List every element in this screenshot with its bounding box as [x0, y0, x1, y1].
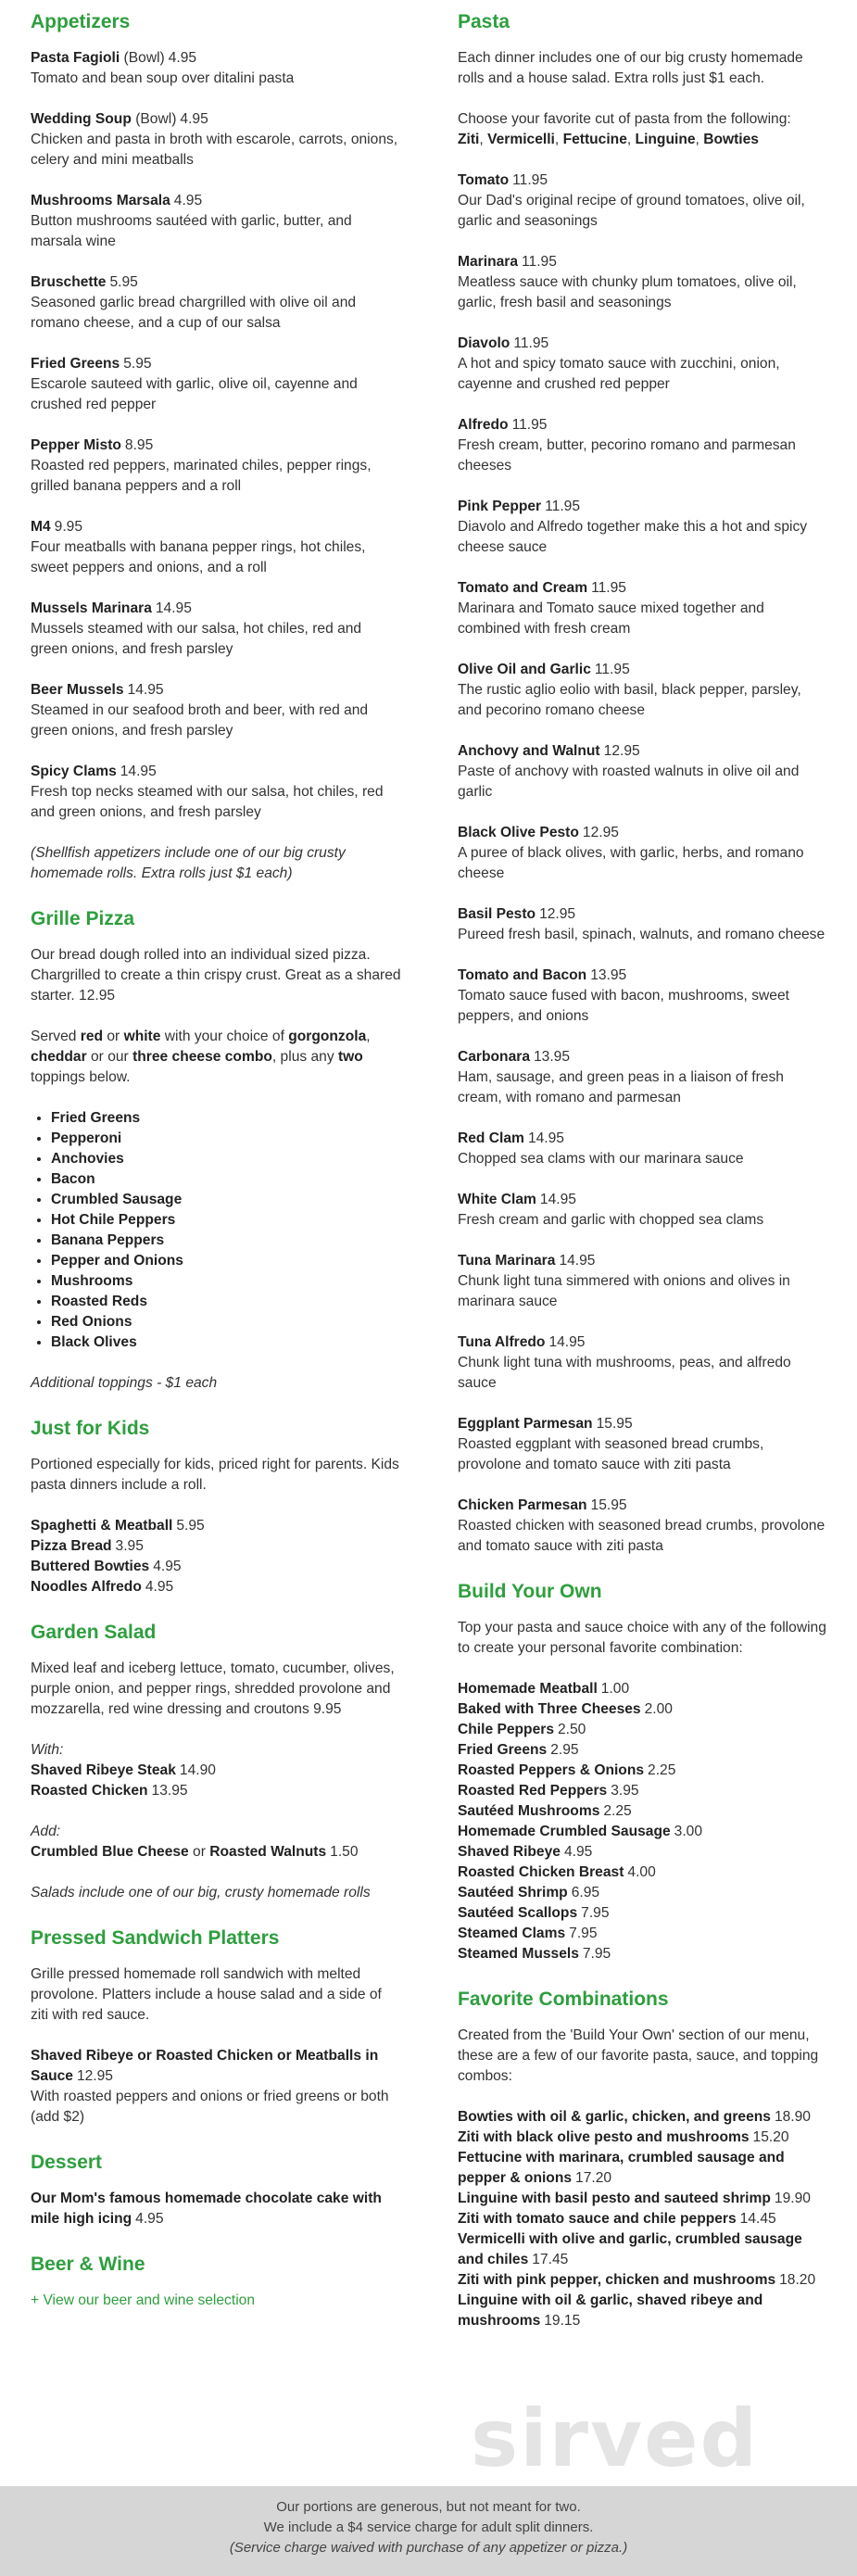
menu-item [458, 415, 828, 476]
combos-title: Favorite Combinations [458, 1989, 669, 2010]
item-price: 15.95 [590, 1497, 627, 1513]
item-price: 14.95 [155, 600, 192, 616]
topping-item: • Roasted Reds [51, 1292, 401, 1312]
topping-item: • Banana Peppers [51, 1231, 401, 1251]
item-name: Pasta Fagioli [31, 50, 120, 66]
item-desc: Pureed fresh basil, spinach, walnuts, and romano cheese [458, 927, 825, 942]
item-desc: Roasted red peppers, marinated chiles, pepper rings, grilled banana peppers and a roll [31, 458, 372, 494]
pasta-intro: Each dinner includes one of our big crusty homemade rolls and a house salad. Extra rolls just $1 each. [458, 50, 803, 86]
pizza-intro [31, 945, 401, 1006]
footer-line: We include a $4 service charge for adult split dinners. [263, 2519, 594, 2535]
item-name: Homemade Meatball [458, 1681, 598, 1697]
item-price: 14.90 [179, 1762, 216, 1778]
item-price: 11.95 [513, 335, 549, 351]
combos-list [458, 2107, 828, 2331]
menu-item [458, 660, 828, 721]
item-price: 11.95 [522, 254, 557, 270]
item-desc: With roasted peppers and onions or fried greens or both (add $2) [31, 2089, 389, 2125]
item-desc: Fresh top necks steamed with our salsa, hot chiles, red and green onions, and fresh parsley [31, 784, 384, 820]
footer-line: Our portions are generous, but not meant for two. [276, 2499, 581, 2515]
item-price: 7.95 [581, 1905, 610, 1921]
list-item [458, 2209, 828, 2229]
item-name: Noodles Alfredo [31, 1579, 142, 1595]
menu-item [458, 1251, 828, 1312]
text: Choose your favorite cut of pasta from the following: [458, 111, 791, 127]
item-desc: Fresh cream, butter, pecorino romano and parmesan cheeses [458, 437, 796, 474]
item-desc: A puree of black olives, with garlic, herbs, and romano cheese [458, 845, 804, 881]
item-price: 2.25 [603, 1803, 632, 1819]
list-item [458, 1801, 828, 1822]
list-item [458, 2107, 828, 2128]
menu-item [31, 680, 401, 741]
salad-title: Garden Salad [31, 1622, 157, 1643]
item-price: 4.95 [173, 193, 203, 208]
item-desc: Seasoned garlic bread chargrilled with olive oil and romano cheese, and a cup of our salsa [31, 295, 357, 331]
menu-item [31, 354, 401, 415]
item-name: Baked with Three Cheeses [458, 1701, 641, 1717]
menu-item [31, 517, 401, 578]
salad-intro [31, 1659, 401, 1720]
sandwich-intro: Grille pressed homemade roll sandwich with melted provolone. Platters include a house salad and a side of ziti with red sauce. [31, 1966, 382, 2023]
topping-item: • Bacon [51, 1169, 401, 1190]
item-name: Roasted Chicken [31, 1783, 148, 1799]
menu-item [458, 1190, 828, 1231]
item-name: Shaved Ribeye [458, 1844, 561, 1860]
item-desc: Roasted eggplant with seasoned bread crumbs, provolone and tomato sauce with ziti pasta [458, 1436, 764, 1472]
pizza-served [31, 1027, 401, 1088]
item-name: Anchovy and Walnut [458, 743, 600, 759]
item-name: Alfredo [458, 417, 509, 433]
item-name: Bruschette [31, 274, 107, 290]
item-price: 6.95 [571, 1885, 600, 1900]
item-name: Roasted Chicken Breast [458, 1864, 624, 1880]
menu-item [31, 436, 401, 497]
list-item [458, 1699, 828, 1720]
item-price: 4.95 [153, 1559, 182, 1574]
text: white [123, 1029, 161, 1044]
item-desc: Button mushrooms sautéed with garlic, butter, and marsala wine [31, 213, 352, 249]
item-price: 2.50 [558, 1722, 586, 1737]
item-desc: Four meatballs with banana pepper rings, hot chiles, sweet peppers and onions, and a roll [31, 539, 366, 575]
menu-item [31, 599, 401, 660]
sirved-watermark: sirved [471, 2393, 760, 2485]
item-name: White Clam [458, 1192, 536, 1207]
item-name: Pepper Misto [31, 437, 121, 453]
topping-item: • Black Olives [51, 1332, 401, 1353]
item-desc: Marinara and Tomato sauce mixed together and combined with fresh cream [458, 600, 764, 637]
item-price: 13.95 [534, 1049, 571, 1065]
item-desc: Chopped sea clams with our marinara sauce [458, 1151, 744, 1167]
appetizers-title: Appetizers [31, 11, 131, 32]
appetizers-note: (Shellfish appetizers include one of our big crusty homemade rolls. Extra rolls just $1 each) [31, 845, 346, 881]
kids-list [31, 1516, 401, 1597]
item-name: Spaghetti & Meatball [31, 1518, 173, 1534]
item-price: 14.95 [527, 1130, 564, 1146]
item-price: 4.95 [168, 50, 197, 66]
item-name: Sautéed Shrimp [458, 1885, 568, 1900]
item-name: Fried Greens [31, 356, 120, 372]
item-desc: A hot and spicy tomato sauce with zucchini, onion, cayenne and crushed red pepper [458, 356, 780, 392]
item-price: 13.95 [590, 967, 627, 983]
kids-intro: Portioned especially for kids, priced right for parents. Kids pasta dinners include a roll. [31, 1457, 399, 1493]
topping-item: • Mushrooms [51, 1271, 401, 1292]
kids-title: Just for Kids [31, 1418, 150, 1439]
item-price: 7.95 [569, 1926, 598, 1941]
item-desc: Roasted chicken with seasoned bread crumbs, provolone and tomato sauce with ziti pasta [458, 1518, 825, 1554]
item-price: 12.95 [582, 825, 619, 840]
item-desc: Escarole sauteed with garlic, olive oil, cayenne and crushed red pepper [31, 376, 358, 412]
item-price: 18.90 [774, 2109, 811, 2125]
menu-item [458, 741, 828, 802]
item-name: Linguine with oil & garlic, shaved ribeye and mushrooms [458, 2292, 763, 2329]
item-desc: Paste of anchovy with roasted walnuts in olive oil and garlic [458, 764, 800, 800]
item-price: 11.95 [511, 417, 548, 433]
item-price: 4.95 [135, 2211, 164, 2227]
menu-item [458, 966, 828, 1027]
topping-item: • Crumbled Sausage [51, 1190, 401, 1210]
list-item [31, 1557, 401, 1577]
sandwich-title: Pressed Sandwich Platters [31, 1927, 280, 1949]
item-price: 2.00 [644, 1701, 673, 1717]
item-name: Shaved Ribeye or Roasted Chicken or Meatballs in Sauce [31, 2048, 379, 2084]
add-label: Add: [31, 1824, 61, 1839]
item-price: 2.25 [648, 1762, 676, 1778]
topping-item: • Hot Chile Peppers [51, 1210, 401, 1231]
item-name: Olive Oil and Garlic [458, 662, 591, 677]
item-name: Mushrooms Marsala [31, 193, 170, 208]
list-item [31, 1842, 401, 1863]
pizza-intro-text: Our bread dough rolled into an individual sized pizza. Chargrilled to create a thin crispy crust. Great as a shared starter. [31, 947, 401, 1004]
salad-with-list [31, 1740, 401, 1801]
item-name: Buttered Bowties [31, 1559, 150, 1574]
menu-item [31, 2046, 401, 2128]
footer-line: (Service charge waived with purchase of any appetizer or pizza.) [229, 2540, 628, 2556]
item-price: 3.00 [674, 1824, 703, 1839]
item-price: 13.95 [151, 1783, 188, 1799]
item-price: 4.95 [180, 111, 208, 127]
text: red [80, 1029, 104, 1044]
list-item [458, 1924, 828, 1944]
item-name: Chicken Parmesan [458, 1497, 587, 1513]
item-size: (Bowl) [135, 111, 177, 127]
salad-note: Salads include one of our big, crusty homemade rolls [31, 1885, 371, 1900]
item-name: Sautéed Mushrooms [458, 1803, 600, 1819]
list-item [31, 1516, 401, 1536]
item-price: 1.50 [330, 1844, 359, 1860]
item-name: Roasted Peppers & Onions [458, 1762, 645, 1778]
menu-item [458, 1414, 828, 1475]
text: two [337, 1049, 363, 1065]
text: , [366, 1029, 371, 1044]
with-label: With: [31, 1742, 64, 1758]
item-price: 17.45 [532, 2252, 569, 2267]
item-desc: Fresh cream and garlic with chopped sea clams [458, 1212, 764, 1228]
item-price: 14.95 [127, 682, 164, 698]
list-item [458, 1679, 828, 1699]
list-item [458, 1781, 828, 1801]
item-desc: The rustic aglio eolio with basil, black pepper, parsley, and pecorino romano cheese [458, 682, 801, 718]
menu-item [458, 578, 828, 639]
build-list [458, 1679, 828, 1964]
item-name: Tuna Marinara [458, 1253, 556, 1269]
text: with your choice of [160, 1029, 289, 1044]
text: or [103, 1029, 124, 1044]
beer-title: Beer & Wine [31, 2254, 145, 2275]
menu-item [31, 191, 401, 252]
item-name: Fettucine with marinara, crumbled sausage and pepper & onions [458, 2150, 785, 2186]
item-price: 14.45 [739, 2211, 776, 2227]
menu-item [458, 1496, 828, 1557]
pasta-cut: Fettucine [562, 132, 627, 147]
item-name: Shaved Ribeye Steak [31, 1762, 176, 1778]
text: three cheese combo [132, 1049, 272, 1065]
item-name: Carbonara [458, 1049, 530, 1065]
combos-intro: Created from the 'Build Your Own' section of our menu, these are a few of our favorite pasta, sauce, and topping combos: [458, 2027, 819, 2084]
item-price: 4.95 [563, 1844, 593, 1860]
menu-item [458, 170, 828, 232]
item-name: Homemade Crumbled Sausage [458, 1824, 671, 1839]
item-price: 5.95 [123, 356, 152, 372]
item-price: 14.95 [548, 1334, 586, 1350]
item-price: 18.20 [779, 2272, 816, 2288]
build-intro: Top your pasta and sauce choice with any of the following to create your personal favorite combination: [458, 1620, 826, 1656]
item-price: 15.20 [752, 2129, 789, 2145]
item-desc: Tomato sauce fused with bacon, mushrooms, sweet peppers, and onions [458, 988, 789, 1024]
item-name: Black Olive Pesto [458, 825, 579, 840]
item-price: 12.95 [76, 2068, 113, 2084]
text: toppings below. [31, 1069, 131, 1085]
menu-item [31, 109, 401, 170]
item-name: Chile Peppers [458, 1722, 554, 1737]
item-name: Beer Mussels [31, 682, 124, 698]
menu-item [31, 272, 401, 334]
item-desc: Chicken and pasta in broth with escarole, carrots, onions, celery and mini meatballs [31, 132, 398, 168]
item-name: Ziti with black olive pesto and mushrooms [458, 2129, 750, 2145]
list-item [458, 1822, 828, 1842]
item-name: Fried Greens [458, 1742, 548, 1758]
list-item [458, 1944, 828, 1964]
item-price: 4.00 [627, 1864, 656, 1880]
item-name: Basil Pesto [458, 906, 536, 922]
item-name: Steamed Clams [458, 1926, 566, 1941]
item-name: Red Clam [458, 1130, 524, 1146]
item-name: Roasted Red Peppers [458, 1783, 608, 1799]
topping-item: • Anchovies [51, 1149, 401, 1169]
item-price: 7.95 [582, 1946, 611, 1962]
pasta-cut: Bowties [703, 132, 759, 147]
list-item [458, 1740, 828, 1761]
item-price: 19.90 [774, 2191, 811, 2206]
item-name: Crumbled Blue Cheese [31, 1844, 189, 1860]
item-name: Linguine with basil pesto and sauteed shrimp [458, 2191, 771, 2206]
menu-item [458, 1332, 828, 1394]
item-price: 11.95 [591, 580, 626, 596]
item-price: 2.95 [550, 1742, 579, 1758]
appetizers-list [31, 48, 401, 823]
list-item [31, 1761, 401, 1781]
text: cheddar [31, 1049, 87, 1065]
item-desc: Diavolo and Alfredo together make this a hot and spicy cheese sauce [458, 519, 808, 555]
text: or our [86, 1049, 133, 1065]
item-name: Tomato and Bacon [458, 967, 587, 983]
menu-item [458, 823, 828, 884]
list-item [458, 2128, 828, 2148]
item-price: 9.95 [54, 519, 83, 535]
list-item [31, 1781, 401, 1801]
item-price: 15.95 [596, 1416, 633, 1432]
menu-item [458, 252, 828, 313]
item-name: Pizza Bread [31, 1538, 112, 1554]
menu-item [458, 334, 828, 395]
item-desc: Chunk light tuna with mushrooms, peas, and alfredo sauce [458, 1355, 791, 1391]
menu-item [458, 1129, 828, 1169]
item-price: 3.95 [115, 1538, 144, 1554]
left-column [31, 0, 401, 2311]
item-name: M4 [31, 519, 51, 535]
salad-price: 9.95 [313, 1701, 342, 1717]
menu-item [31, 2189, 401, 2229]
item-name: Bowties with oil & garlic, chicken, and greens [458, 2109, 771, 2125]
item-price: 5.95 [176, 1518, 205, 1534]
list-item [458, 2229, 828, 2270]
item-price: 12.95 [603, 743, 640, 759]
right-column [458, 0, 828, 2352]
menu-item [31, 762, 401, 823]
pasta-title: Pasta [458, 11, 510, 32]
item-price: 11.95 [512, 172, 548, 188]
topping-item: • Pepper and Onions [51, 1251, 401, 1271]
item-name: Diavolo [458, 335, 510, 351]
pasta-cut: Ziti [458, 132, 480, 147]
pasta-list [458, 170, 828, 1557]
text: Served [31, 1029, 81, 1044]
item-desc: Ham, sausage, and green peas in a liaison of fresh cream, with romano and parmesan [458, 1069, 784, 1105]
menu-item [458, 497, 828, 558]
item-name: Sautéed Scallops [458, 1905, 578, 1921]
text: , plus any [271, 1049, 338, 1065]
item-desc: Mussels steamed with our salsa, hot chiles, red and green onions, and fresh parsley [31, 621, 362, 657]
salad-add-list [31, 1822, 401, 1863]
item-price: 14.95 [559, 1253, 596, 1269]
menu-item [458, 904, 828, 945]
list-item [458, 2291, 828, 2331]
list-item [458, 1761, 828, 1781]
list-item [458, 1883, 828, 1903]
item-name: Marinara [458, 254, 519, 270]
topping-item: • Red Onions [51, 1312, 401, 1332]
item-desc: Tomato and bean soup over ditalini pasta [31, 70, 295, 86]
pizza-price: 12.95 [79, 988, 116, 1004]
item-name: Tomato and Cream [458, 580, 588, 596]
dessert-title: Dessert [31, 2152, 103, 2173]
list-item [31, 1536, 401, 1557]
item-desc: Meatless sauce with chunky plum tomatoes, olive oil, garlic, fresh basil and seasonings [458, 274, 797, 310]
list-item [458, 1863, 828, 1883]
beer-wine-link[interactable]: + View our beer and wine selection [31, 2292, 255, 2308]
item-name: Tuna Alfredo [458, 1334, 546, 1350]
item-name: Wedding Soup [31, 111, 132, 127]
topping-item: • Pepperoni [51, 1129, 401, 1149]
item-name: Tomato [458, 172, 510, 188]
build-title: Build Your Own [458, 1581, 602, 1602]
item-price: 17.20 [575, 2170, 612, 2186]
item-name: Spicy Clams [31, 764, 117, 779]
topping-item: • Fried Greens [51, 1108, 401, 1129]
item-name: Eggplant Parmesan [458, 1416, 593, 1432]
pasta-cut: Vermicelli [487, 132, 555, 147]
list-item [458, 1903, 828, 1924]
item-desc: Chunk light tuna simmered with onions and olives in marinara sauce [458, 1273, 790, 1309]
item-desc: Steamed in our seafood broth and beer, with red and green onions, and fresh parsley [31, 702, 369, 739]
item-name: Mussels Marinara [31, 600, 152, 616]
item-price: 3.95 [611, 1783, 639, 1799]
item-price: 14.95 [120, 764, 157, 779]
item-price: 11.95 [545, 499, 581, 514]
list-item [31, 1577, 401, 1597]
list-item [458, 2270, 828, 2291]
pasta-cut: Linguine [635, 132, 696, 147]
item-name: Our Mom's famous homemade chocolate cake with mile high icing [31, 2191, 382, 2227]
footer [0, 2486, 857, 2576]
item-name: Ziti with pink pepper, chicken and mushrooms [458, 2272, 776, 2288]
text: gorgonzola [288, 1029, 367, 1044]
item-size: (Bowl) [123, 50, 165, 66]
item-price: 19.15 [544, 2313, 581, 2329]
menu-item [458, 1047, 828, 1108]
salad-intro-text: Mixed leaf and iceberg lettuce, tomato, cucumber, olives, purple onion, and pepper rings, shredded provolone and mozzarella, red wine dressing and croutons [31, 1661, 395, 1717]
item-name: Ziti with tomato sauce and chile peppers [458, 2211, 737, 2227]
pizza-title: Grille Pizza [31, 908, 135, 929]
item-price: 12.95 [539, 906, 576, 922]
list-item [458, 1842, 828, 1863]
item-price: 11.95 [594, 662, 630, 677]
list-item [458, 2148, 828, 2189]
toppings-list [31, 1108, 401, 1353]
item-price: 4.95 [145, 1579, 174, 1595]
item-desc: Our Dad's original recipe of ground tomatoes, olive oil, garlic and seasonings [458, 193, 805, 229]
item-price: 8.95 [124, 437, 154, 453]
pizza-note: Additional toppings - $1 each [31, 1375, 218, 1391]
item-price: 1.00 [600, 1681, 630, 1697]
item-name: Steamed Mussels [458, 1946, 579, 1962]
item-name: Pink Pepper [458, 499, 542, 514]
menu-item [31, 48, 401, 89]
item-price: 5.95 [109, 274, 138, 290]
pasta-choose: Choose your favorite cut of pasta from the following: Ziti, Vermicelli, Fettucine, Linguine, Bowties [458, 111, 791, 147]
list-item [458, 1720, 828, 1740]
item-name: Vermicelli with olive and garlic, crumbled sausage and chiles [458, 2231, 802, 2267]
item-name: Roasted Walnuts [209, 1844, 327, 1860]
text: or [188, 1844, 210, 1860]
list-item [458, 2189, 828, 2209]
item-price: 14.95 [539, 1192, 576, 1207]
